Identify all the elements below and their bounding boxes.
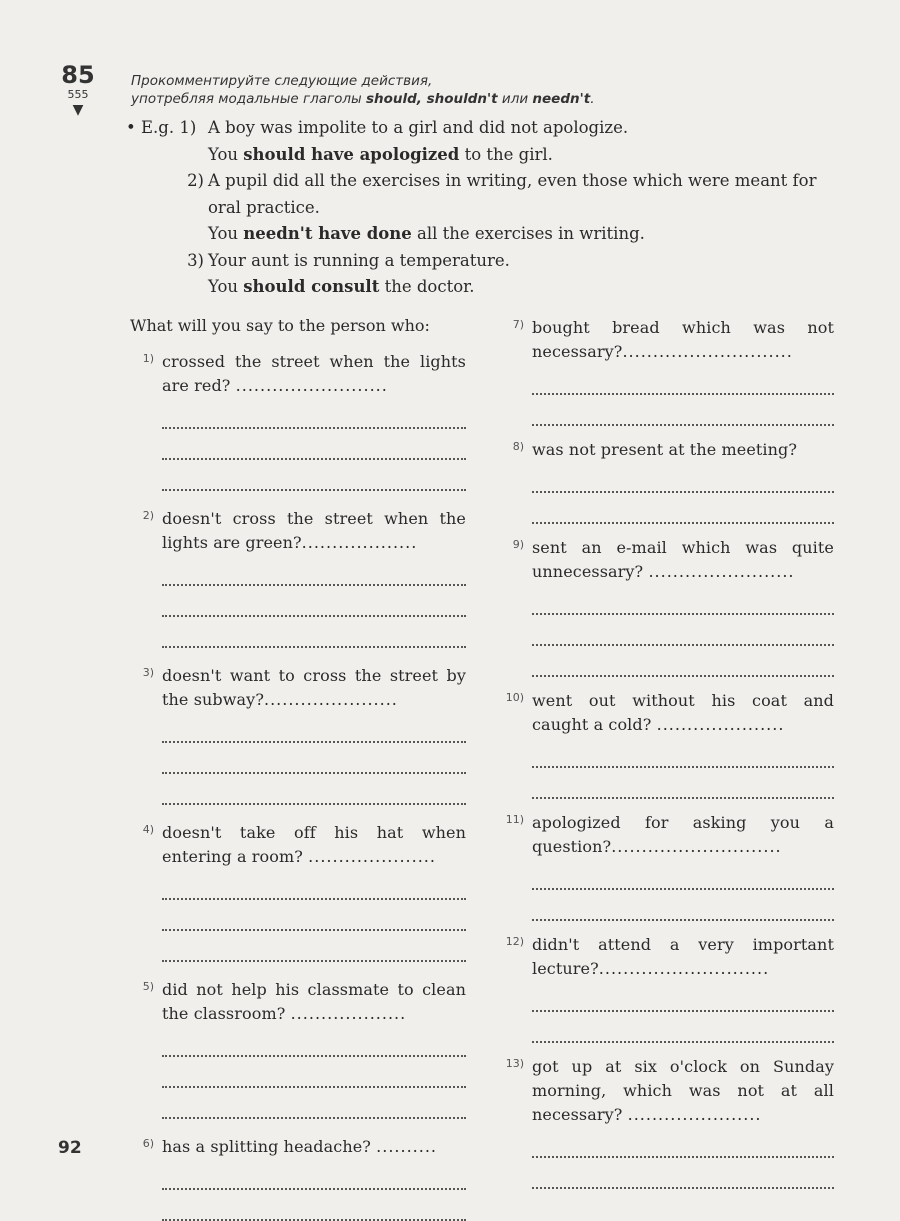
item-number: 7) [512,318,524,331]
answer-dots: .......... [376,1137,438,1156]
exercise-item-2 [130,507,466,648]
item-text [532,811,834,859]
exercise-item-12 [500,933,834,1043]
answer-line[interactable] [162,586,466,617]
item-number: 12) [505,935,524,948]
answer-dots: ........................ [648,562,795,581]
example-1 [126,115,846,168]
exercise-item-8 [500,438,834,524]
example-answer [208,221,846,248]
examples [126,115,846,301]
exercise-item-4 [130,821,466,962]
answer-line[interactable] [532,737,834,768]
item-question: doesn't want to cross the street by the subway? [162,666,466,709]
answer-line[interactable] [532,462,834,493]
answer-line[interactable] [162,743,466,774]
item-number: 6) [142,1137,154,1150]
example-3 [126,248,846,301]
item-question: doesn't take off his hat when entering a room? [162,823,466,866]
answer-suffix: to the girl. [459,144,553,164]
answer-line[interactable] [532,768,834,799]
item-text [532,1055,834,1127]
item-text [532,438,834,462]
answer-line[interactable] [532,890,834,921]
exercise-item-6 [130,1135,466,1221]
instruction-line-2 [131,90,751,108]
item-question: bought bread which was not necessary? [532,318,834,361]
answer-prefix: You [208,277,244,296]
item-question: doesn't cross the street when the lights are green? [162,509,466,552]
item-text [162,507,466,555]
answer-dots: ............................ [611,837,782,856]
exercise-item-7 [500,316,834,426]
answer-dots: ................... [290,1004,407,1023]
exercise-item-3 [130,664,466,805]
answer-line[interactable] [532,1127,834,1158]
exercise-header [58,62,98,118]
item-text [162,1135,466,1159]
answer-line[interactable] [162,869,466,900]
answer-line[interactable] [162,398,466,429]
example-answer [208,274,846,301]
exercise-item-9 [500,536,834,677]
item-number: 4) [142,823,154,836]
example-label: 2) [187,171,204,190]
answer-line[interactable] [532,395,834,426]
item-question: went out without his coat and caught a cold? [532,691,834,734]
answer-prefix: You [208,224,244,243]
item-question: did not help his classmate to clean the classroom? [162,980,466,1023]
answer-line[interactable] [162,774,466,805]
answer-dots: ..................... [308,847,436,866]
item-text [162,664,466,712]
exercise-item-5 [130,978,466,1119]
answer-line[interactable] [532,1158,834,1189]
exercise-number: 85 [61,61,95,89]
item-text [162,350,466,398]
example-2 [126,168,846,248]
right-column [500,316,834,1189]
item-number: 2) [142,509,154,522]
example-answer [208,142,846,169]
answer-line[interactable] [162,1190,466,1221]
example-sentence: A boy was impolite to a girl and did not apologize. [208,118,629,137]
question-prompt: What will you say to the person who: [130,316,430,335]
item-question: was not present at the meeting? [532,440,798,459]
item-text [532,689,834,737]
answer-dots: ............................ [598,959,770,978]
instruction-or: или [497,91,533,107]
answer-line[interactable] [162,429,466,460]
exercise-item-11 [500,811,834,921]
example-label: • E.g. 1) [126,118,197,137]
item-text [162,978,466,1026]
answer-suffix: the doctor. [379,277,475,296]
answer-suffix: all the exercises in writing. [411,224,645,243]
answer-dots: ......................... [235,376,388,395]
item-number: 3) [142,666,154,679]
item-text [532,933,834,981]
answer-line[interactable] [532,1012,834,1043]
example-sentence: A pupil did all the exercises in writing, even those which were meant for oral practice. [208,171,817,217]
instruction-period: . [590,91,595,107]
answer-line[interactable] [532,859,834,890]
answer-line[interactable] [162,1026,466,1057]
example-label: 3) [187,250,204,270]
answer-line[interactable] [532,584,834,615]
answer-line[interactable] [532,615,834,646]
instruction-line-1: Прокомментируйте следующие действия, [131,73,433,89]
instruction-should: should, shouldn't [365,91,498,107]
exercise-item-1 [130,350,466,491]
item-text [162,821,466,869]
instruction-neednt: needn't [532,91,591,107]
answer-dots: ............................ [622,342,793,361]
answer-modal: should consult [243,277,380,296]
answer-line[interactable] [532,981,834,1012]
item-question: sent an e-mail which was quite unnecessary? [532,538,834,581]
item-question: apologized for asking you a question? [532,813,834,856]
item-number: 8) [512,440,524,453]
answer-dots: ..................... [656,715,785,734]
answer-line[interactable] [162,900,466,931]
answer-line[interactable] [162,712,466,743]
answer-line[interactable] [162,1088,466,1119]
down-arrow-icon: ▼ [72,102,84,118]
instruction [131,72,751,108]
item-question: crossed the street when the lights are red? [162,352,466,395]
answer-prefix: You [208,144,244,164]
answer-dots: ................... [301,533,418,552]
answer-line[interactable] [162,1057,466,1088]
answer-line[interactable] [162,555,466,586]
item-number: 9) [512,538,524,551]
exercise-code: 555 [67,88,89,101]
answer-line[interactable] [162,931,466,962]
item-question: got up at six o'clock on Sunday morning, which was not at all necessary? [532,1057,834,1124]
item-text [532,536,834,584]
item-question: has a splitting headache? [162,1137,371,1156]
item-number: 1) [142,352,154,365]
item-number: 13) [505,1057,524,1070]
answer-line[interactable] [532,493,834,524]
page-number: 92 [58,1138,82,1158]
answer-dots: ...................... [627,1105,762,1124]
answer-line[interactable] [162,1159,466,1190]
item-number: 11) [505,813,524,826]
answer-modal: needn't have done [243,224,412,243]
answer-line[interactable] [532,364,834,395]
answer-line[interactable] [532,646,834,677]
item-number: 5) [142,980,154,993]
exercise-item-13 [500,1055,834,1189]
item-text [532,316,834,364]
answer-line[interactable] [162,460,466,491]
left-column [130,314,466,1221]
answer-dots: ...................... [264,690,398,709]
instruction-text: употребляя модальные глаголы [131,91,366,107]
exercise-item-10 [500,689,834,799]
answer-line[interactable] [162,617,466,648]
item-number: 10) [505,691,524,704]
example-sentence: Your aunt is running a temperature. [208,250,510,270]
answer-modal: should have apologized [243,144,460,164]
item-question: didn't attend a very important lecture? [532,935,834,978]
